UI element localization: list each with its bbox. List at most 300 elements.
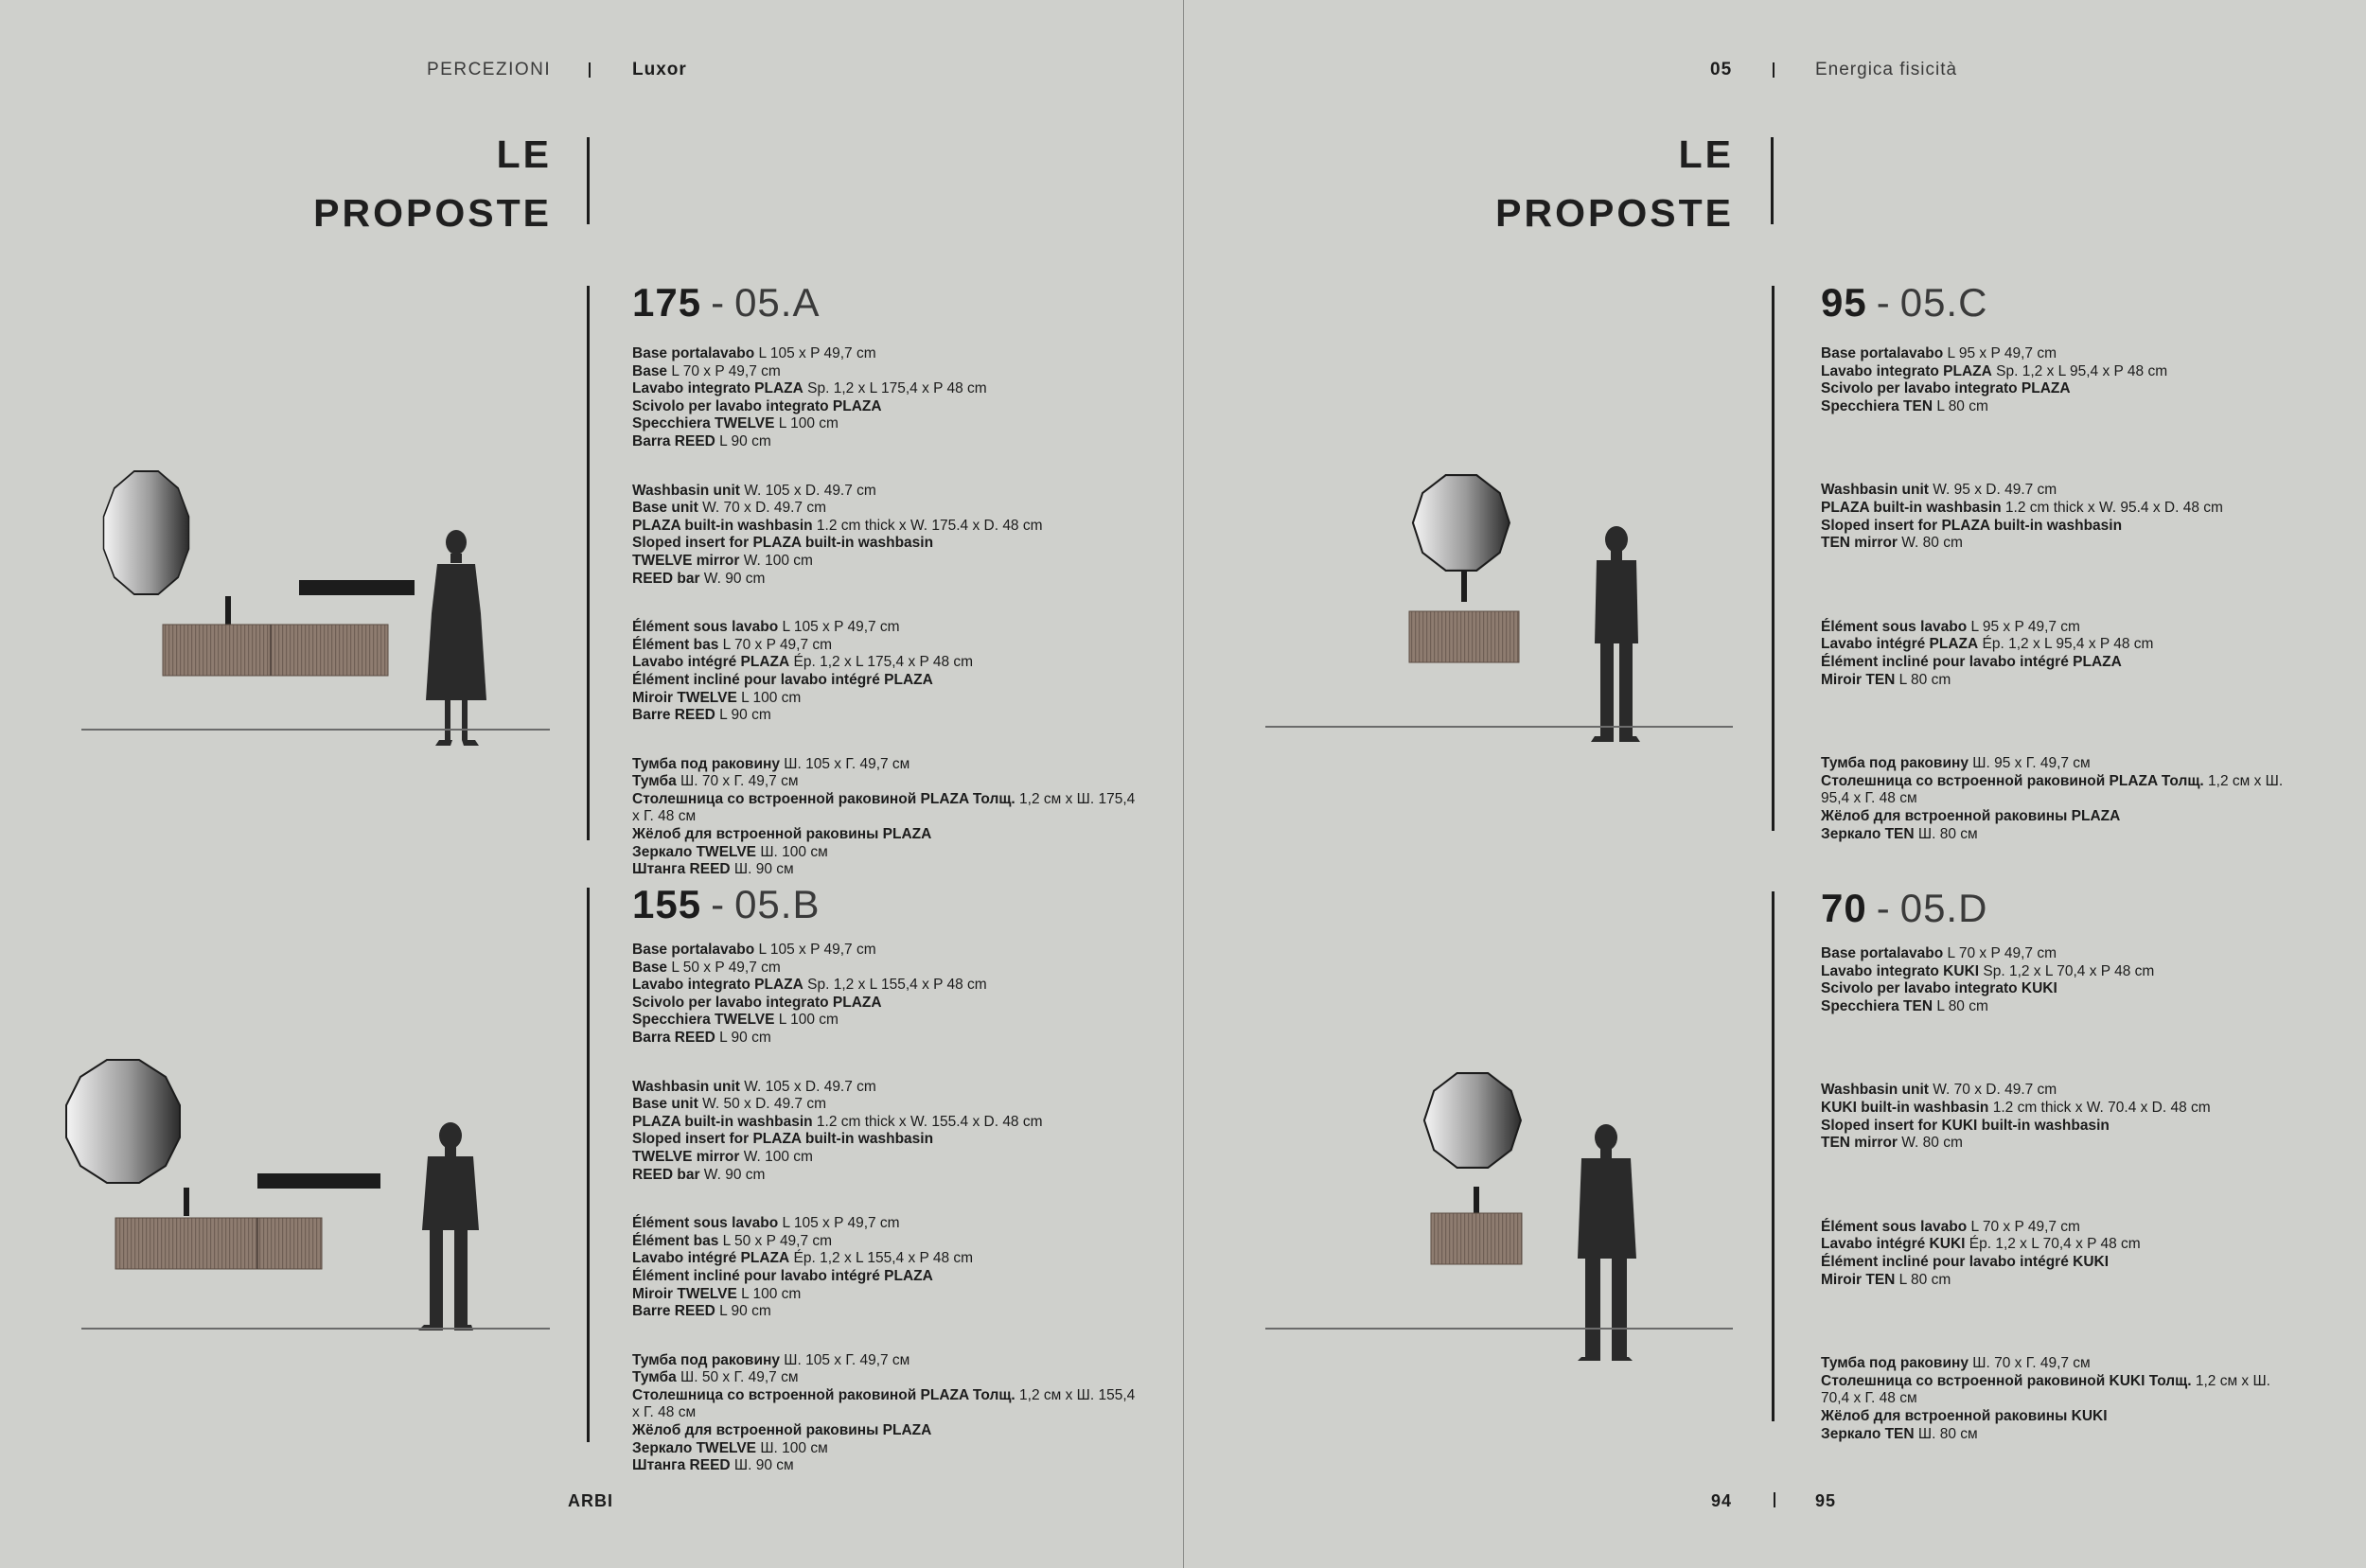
composition-code (632, 280, 820, 326)
spec-line (1821, 535, 2285, 553)
floor-line (81, 729, 550, 731)
twelve-mirror (104, 471, 189, 594)
spec-line (1821, 1082, 2285, 1100)
composition-illustration (81, 1050, 555, 1353)
spec-item-dimensions: Ép. 1,2 x L 175,4 x P 48 cm (789, 654, 974, 671)
header-divider (1773, 62, 1774, 78)
spec-block-fr (632, 1215, 1143, 1321)
spec-block-en (1821, 482, 2285, 552)
spec-item-dimensions: L 50 x P 49,7 cm (667, 959, 781, 976)
spec-item-dimensions: 1.2 cm thick x W. 155.4 x D. 48 cm (812, 1113, 1043, 1130)
spec-line (1821, 654, 2285, 672)
spec-item-dimensions: L 90 cm (715, 1303, 771, 1320)
title-line-2: PROPOSTE (313, 191, 552, 235)
spec-line (632, 380, 1143, 398)
spec-line (1821, 380, 2285, 398)
spec-line (1821, 998, 2285, 1016)
spec-block-en (632, 483, 1143, 589)
spec-item-name: Specchiera TEN (1821, 397, 1933, 414)
title-line-2: PROPOSTE (1495, 191, 1734, 235)
spec-item-dimensions: L 80 cm (1895, 1271, 1951, 1288)
spec-item-name: REED bar (632, 1166, 700, 1183)
spec-item-name: Washbasin unit (1821, 482, 1929, 499)
spec-item-name: Miroir TWELVE (632, 1285, 737, 1302)
spec-line (632, 415, 1143, 433)
spec-item-name: Barre REED (632, 1303, 715, 1320)
spec-line (1821, 672, 2285, 690)
spec-item-dimensions: L 80 cm (1933, 397, 1988, 414)
spec-item-dimensions: Sp. 1,2 x L 155,4 x P 48 cm (803, 977, 987, 994)
spec-item-name: Жёлоб для встроенной раковины PLAZA (1821, 807, 2121, 824)
spec-line (632, 553, 1143, 571)
composition-ref: 05.A (734, 280, 821, 325)
header-collection: Luxor (632, 60, 687, 79)
footer-page-left: 94 (1711, 1491, 1733, 1510)
title-divider (1771, 137, 1774, 224)
spec-item-dimensions: Ш. 105 x Г. 49,7 см (779, 755, 910, 772)
spec-item-dimensions: 1.2 cm thick x W. 95.4 x D. 48 cm (2001, 499, 2223, 516)
man-figure (418, 1122, 479, 1330)
spec-item-name: Washbasin unit (632, 1078, 740, 1095)
spec-line (1821, 363, 2285, 381)
spec-list (1821, 945, 2285, 1443)
spec-block-fr (632, 619, 1143, 725)
spec-item-dimensions: Ш. 95 x Г. 49,7 см (1968, 755, 2091, 772)
spec-line (632, 707, 1143, 725)
spec-item-name: Base unit (632, 1096, 698, 1113)
composition-illustration (1184, 464, 1771, 757)
spec-block-ru (1821, 1355, 2285, 1443)
spec-block-ru (1821, 755, 2285, 843)
spec-item-name: Sloped insert for PLAZA built-in washbasin (632, 1131, 934, 1148)
spec-item-name: Barra REED (632, 432, 715, 449)
spec-item-name: Столешница со встроенной раковиной KUKI Толщ. (1821, 1372, 2192, 1389)
spec-item-name: KUKI built-in washbasin (1821, 1099, 1989, 1116)
spec-line (1821, 1236, 2285, 1254)
spec-item-dimensions: Sp. 1,2 x L 70,4 x P 48 cm (1979, 962, 2155, 979)
floor-line (81, 1328, 550, 1330)
spec-item-name: Штанга REED (632, 1457, 731, 1474)
spec-item-dimensions: L 105 x P 49,7 cm (754, 345, 876, 361)
spec-line (1821, 500, 2285, 518)
spec-line (632, 483, 1143, 501)
spec-item-name: Specchiera TWELVE (632, 1012, 775, 1029)
spec-line (632, 1303, 1143, 1321)
spec-item-dimensions: W. 95 x D. 49.7 cm (1928, 482, 2057, 499)
spec-line (1821, 773, 2285, 808)
spec-line (632, 1167, 1143, 1185)
code-dash: - (1876, 886, 1891, 930)
header-chapter-title: Energica fisicità (1815, 60, 1958, 79)
composition-code (1821, 280, 1987, 326)
composition-divider (1772, 286, 1774, 831)
spec-line (632, 1369, 1143, 1387)
spec-line (1821, 1254, 2285, 1272)
spec-item-name: Тумба под раковину (632, 1351, 780, 1368)
composition-size: 175 (632, 280, 702, 325)
spec-item-dimensions: Ш. 50 x Г. 49,7 см (676, 1369, 799, 1386)
spec-item-name: PLAZA built-in washbasin (632, 517, 813, 534)
spec-line (1821, 619, 2285, 637)
spec-line (632, 1215, 1143, 1233)
spec-item-name: PLAZA built-in washbasin (1821, 499, 2002, 516)
spec-block-fr (1821, 1219, 2285, 1289)
spec-block-en (1821, 1082, 2285, 1152)
spec-line (632, 1387, 1143, 1422)
spec-item-dimensions: Ш. 90 см (730, 1457, 794, 1474)
man-figure (1578, 1124, 1636, 1361)
composition-ref: 05.C (1899, 280, 1988, 325)
spec-item-name: Base (632, 959, 668, 976)
composition-ref: 05.B (734, 882, 821, 926)
spec-item-name: Base unit (632, 500, 698, 517)
spec-item-dimensions: L 80 cm (1895, 671, 1951, 688)
title-line-1: LE (496, 132, 552, 176)
spec-item-name: Зеркало TWELVE (632, 843, 757, 860)
footer-divider (1774, 1492, 1775, 1507)
spec-item-dimensions: L 100 cm (774, 1012, 839, 1029)
spec-line (632, 1352, 1143, 1370)
spec-line (632, 1286, 1143, 1304)
composition-code (632, 882, 820, 927)
composition-ref: 05.D (1899, 886, 1988, 930)
spec-item-dimensions: Ш. 105 x Г. 49,7 см (779, 1351, 910, 1368)
spec-line (632, 363, 1143, 381)
spec-item-name: Lavabo integrato PLAZA (1821, 362, 1992, 379)
spec-item-dimensions: L 105 x P 49,7 cm (754, 942, 876, 958)
spec-item-name: Miroir TWELVE (632, 689, 737, 706)
code-dash: - (711, 882, 726, 926)
spec-item-name: Lavabo integrato KUKI (1821, 962, 1980, 979)
spec-line (1821, 808, 2285, 826)
spec-item-dimensions: W. 50 x D. 49.7 cm (697, 1096, 827, 1113)
spec-line (632, 1096, 1143, 1114)
spec-line (1821, 1118, 2285, 1136)
spec-line (632, 1012, 1143, 1030)
spec-item-dimensions: L 105 x P 49,7 cm (778, 1215, 900, 1232)
mirror-support (1474, 1187, 1479, 1215)
spec-line (1821, 1272, 2285, 1290)
vanity-cabinet (1409, 611, 1519, 662)
spec-item-name: Élément sous lavabo (632, 619, 779, 636)
spec-item-dimensions: W. 70 x D. 49.7 cm (1928, 1082, 2057, 1099)
spec-line (632, 1131, 1143, 1149)
spec-item-dimensions: W. 70 x D. 49.7 cm (697, 500, 827, 517)
ten-mirror (1424, 1073, 1521, 1168)
mirror-support (184, 1188, 189, 1216)
spec-line (1821, 1373, 2285, 1408)
spec-line (632, 518, 1143, 536)
spec-item-name: Тумба (632, 1369, 677, 1386)
spec-block-ru (632, 756, 1143, 879)
header-chapter-number: 05 (1710, 60, 1733, 79)
spec-item-name: Washbasin unit (1821, 1082, 1929, 1099)
composition-divider (587, 286, 590, 840)
spec-item-dimensions: Ép. 1,2 x L 70,4 x P 48 cm (1965, 1236, 2141, 1253)
spec-line (632, 844, 1143, 862)
spec-item-dimensions: L 70 x P 49,7 cm (1943, 945, 2057, 961)
spec-item-dimensions: L 80 cm (1933, 997, 1988, 1014)
spec-line (1821, 826, 2285, 844)
spec-line (1821, 755, 2285, 773)
spec-item-dimensions: 1,2 см x Ш. 95,4 x Г. 48 см (1821, 772, 2284, 807)
spec-line (632, 1030, 1143, 1048)
page-title (313, 125, 552, 242)
spec-item-dimensions: 1.2 cm thick x W. 175.4 x D. 48 cm (812, 517, 1043, 534)
spec-item-name: Barre REED (632, 707, 715, 724)
code-dash: - (711, 280, 726, 325)
spec-item-name: Base portalavabo (632, 345, 755, 361)
spec-item-name: Base portalavabo (1821, 345, 1944, 361)
spec-item-name: Lavabo intégré KUKI (1821, 1236, 1966, 1253)
spec-item-name: Lavabo intégré PLAZA (632, 1250, 790, 1267)
spec-list (1821, 345, 2285, 843)
spec-item-name: Base portalavabo (1821, 945, 1944, 961)
spec-item-name: Élément sous lavabo (632, 1215, 779, 1232)
spec-item-dimensions: W. 90 cm (699, 1166, 766, 1183)
spec-item-name: Barra REED (632, 1029, 715, 1046)
spec-item-dimensions: L 95 x P 49,7 cm (1943, 345, 2057, 361)
spec-item-name: Тумба под раковину (632, 755, 780, 772)
spec-line (1821, 980, 2285, 998)
spec-block-fr (1821, 619, 2285, 689)
footer-page-right: 95 (1815, 1491, 1837, 1510)
vanity-cabinet (115, 1218, 322, 1269)
spec-line (1821, 345, 2285, 363)
spec-item-dimensions: 1,2 см x Ш. 175,4 x Г. 48 см (632, 790, 1136, 825)
composition-size: 70 (1821, 886, 1867, 930)
spec-item-name: Élément incliné pour lavabo intégré KUKI (1821, 1253, 2110, 1270)
spec-line (1821, 1100, 2285, 1118)
spec-item-name: Scivolo per lavabo integrato PLAZA (632, 397, 882, 414)
spec-line (1821, 518, 2285, 536)
composition-divider (587, 888, 590, 1442)
spec-line (1821, 963, 2285, 981)
spec-line (632, 637, 1143, 655)
spec-item-name: Base portalavabo (632, 942, 755, 958)
spec-item-dimensions: L 95 x P 49,7 cm (1967, 618, 2080, 635)
spec-item-dimensions: Ш. 100 см (756, 1439, 828, 1456)
reed-bar (299, 580, 415, 595)
spec-line (632, 995, 1143, 1013)
spec-line (1821, 398, 2285, 416)
spec-item-dimensions: W. 100 cm (739, 1148, 813, 1165)
spec-line (632, 1422, 1143, 1440)
spec-line (1821, 482, 2285, 500)
spec-item-name: REED bar (632, 570, 700, 587)
spec-line (632, 398, 1143, 416)
header-divider (589, 62, 591, 78)
spec-line (632, 826, 1143, 844)
spec-line (632, 1268, 1143, 1286)
spec-line (632, 619, 1143, 637)
spec-line (632, 977, 1143, 995)
spec-item-name: Miroir TEN (1821, 671, 1896, 688)
spec-item-dimensions: W. 90 cm (699, 570, 766, 587)
spec-item-dimensions: L 70 x P 49,7 cm (1967, 1218, 2080, 1235)
title-divider (587, 137, 590, 224)
code-dash: - (1876, 280, 1891, 325)
spec-line (632, 1149, 1143, 1167)
spec-block-it (632, 345, 1143, 451)
spec-item-name: Scivolo per lavabo integrato PLAZA (1821, 380, 2071, 397)
spec-item-name: Тумба (632, 773, 677, 790)
spec-line (632, 535, 1143, 553)
spec-block-it (1821, 345, 2285, 415)
spec-item-dimensions: L 90 cm (715, 432, 771, 449)
spec-item-name: Specchiera TWELVE (632, 415, 775, 432)
spec-item-dimensions: Ш. 80 см (1914, 825, 1978, 842)
spec-item-dimensions: Sp. 1,2 x L 95,4 x P 48 cm (1991, 362, 2168, 379)
title-line-1: LE (1678, 132, 1734, 176)
spec-item-name: Столешница со встроенной раковиной PLAZA Толщ. (632, 790, 1015, 807)
spec-item-name: Washbasin unit (632, 482, 740, 499)
spec-line (632, 791, 1143, 826)
spec-item-dimensions: L 100 cm (736, 689, 802, 706)
spec-item-name: PLAZA built-in washbasin (632, 1113, 813, 1130)
spec-list (632, 345, 1143, 879)
spec-line (632, 1079, 1143, 1097)
spec-line (632, 1457, 1143, 1475)
spec-item-name: Sloped insert for PLAZA built-in washbasin (632, 535, 934, 552)
spec-block-it (632, 942, 1143, 1048)
composition-divider (1772, 891, 1774, 1421)
spec-item-name: Miroir TEN (1821, 1271, 1896, 1288)
spec-line (1821, 1408, 2285, 1426)
spec-item-name: Élément incliné pour lavabo intégré PLAZA (1821, 653, 2122, 670)
spec-item-name: Столешница со встроенной раковиной PLAZA Толщ. (1821, 772, 2204, 789)
spec-block-it (1821, 945, 2285, 1015)
spec-line (1821, 1135, 2285, 1153)
woman-figure (426, 530, 486, 746)
right-page (1184, 0, 2366, 1568)
floor-line (1265, 1328, 1733, 1330)
spec-line (632, 571, 1143, 589)
spec-line (1821, 1355, 2285, 1373)
spec-item-name: Зеркало TEN (1821, 825, 1915, 842)
spec-line (632, 1114, 1143, 1132)
footer-brand: ARBI (568, 1491, 613, 1510)
spec-item-name: Élément sous lavabo (1821, 618, 1968, 635)
composition-illustration (81, 462, 555, 755)
spec-item-name: Sloped insert for PLAZA built-in washbasin (1821, 517, 2123, 534)
spec-list (632, 942, 1143, 1475)
spec-item-name: Élément incliné pour lavabo intégré PLAZA (632, 1267, 933, 1284)
spec-item-dimensions: L 50 x P 49,7 cm (718, 1232, 833, 1249)
floor-line (1265, 726, 1733, 728)
spec-line (632, 960, 1143, 978)
spec-item-dimensions: L 100 cm (736, 1285, 802, 1302)
page-title (1495, 125, 1734, 242)
spec-item-dimensions: Ш. 80 см (1914, 1425, 1978, 1442)
spec-line (632, 345, 1143, 363)
composition-size: 155 (632, 882, 702, 926)
spec-item-name: Lavabo integrato PLAZA (632, 977, 803, 994)
spec-line (632, 1233, 1143, 1251)
spec-item-name: Lavabo intégré PLAZA (632, 654, 790, 671)
spec-item-name: Штанга REED (632, 861, 731, 878)
composition-code (1821, 886, 1987, 931)
composition-size: 95 (1821, 280, 1867, 325)
spec-item-dimensions: Ép. 1,2 x L 95,4 x P 48 cm (1978, 636, 2154, 653)
composition-illustration (1184, 1060, 1771, 1372)
spec-line (632, 690, 1143, 708)
spec-item-name: TWELVE mirror (632, 1148, 740, 1165)
spec-line (632, 654, 1143, 672)
spec-line (1821, 1219, 2285, 1237)
spec-line (632, 942, 1143, 960)
spec-item-dimensions: Ép. 1,2 x L 155,4 x P 48 cm (789, 1250, 974, 1267)
twelve-mirror (66, 1060, 180, 1183)
spec-item-name: Lavabo integrato PLAZA (632, 380, 803, 397)
spec-item-dimensions: W. 105 x D. 49.7 cm (739, 1078, 876, 1095)
spec-item-dimensions: L 105 x P 49,7 cm (778, 619, 900, 636)
spec-item-name: Scivolo per lavabo integrato KUKI (1821, 980, 2057, 997)
spec-item-dimensions: L 70 x P 49,7 cm (667, 362, 781, 379)
spec-item-dimensions: L 90 cm (715, 707, 771, 724)
spec-line (632, 773, 1143, 791)
spec-line (632, 861, 1143, 879)
spec-item-name: Sloped insert for KUKI built-in washbasin (1821, 1117, 2110, 1134)
spec-item-name: Тумба под раковину (1821, 1355, 1969, 1372)
spec-item-dimensions: W. 105 x D. 49.7 cm (739, 482, 876, 499)
vanity-cabinet (1431, 1213, 1522, 1264)
spec-item-name: TEN mirror (1821, 1135, 1898, 1152)
spec-item-dimensions: W. 80 cm (1897, 535, 1963, 552)
spec-item-name: Élément bas (632, 1232, 719, 1249)
spec-item-name: TEN mirror (1821, 535, 1898, 552)
spec-item-name: Élément bas (632, 636, 719, 653)
spec-item-name: Зеркало TEN (1821, 1425, 1915, 1442)
spec-item-dimensions: Ш. 70 x Г. 49,7 см (1968, 1355, 2091, 1372)
spec-item-name: Scivolo per lavabo integrato PLAZA (632, 994, 882, 1011)
woman-figure (1591, 526, 1640, 742)
spec-line (1821, 636, 2285, 654)
spec-item-dimensions: W. 80 cm (1897, 1135, 1963, 1152)
spec-item-dimensions: L 70 x P 49,7 cm (718, 636, 833, 653)
spec-item-dimensions: 1,2 см x Ш. 155,4 x Г. 48 см (632, 1386, 1136, 1421)
spec-item-name: Base (632, 362, 668, 379)
spec-item-dimensions: W. 100 cm (739, 552, 813, 569)
spec-line (632, 672, 1143, 690)
spec-item-dimensions: Ш. 90 см (730, 861, 794, 878)
header-section: PERCEZIONI (427, 60, 552, 79)
spec-block-en (632, 1079, 1143, 1185)
spec-item-name: Жёлоб для встроенной раковины PLAZA (632, 826, 932, 843)
spec-item-name: Lavabo intégré PLAZA (1821, 636, 1979, 653)
spec-item-name: Столешница со встроенной раковиной PLAZA Толщ. (632, 1386, 1015, 1403)
spec-line (632, 756, 1143, 774)
spec-item-dimensions: 1.2 cm thick x W. 70.4 x D. 48 cm (1988, 1099, 2211, 1116)
spec-item-dimensions: L 90 cm (715, 1029, 771, 1046)
spec-item-name: TWELVE mirror (632, 552, 740, 569)
spec-item-name: Жёлоб для встроенной раковины KUKI (1821, 1407, 2108, 1424)
spec-item-name: Specchiera TEN (1821, 997, 1933, 1014)
spec-block-ru (632, 1352, 1143, 1475)
spec-line (632, 1250, 1143, 1268)
spec-item-dimensions: L 100 cm (774, 415, 839, 432)
vanity-cabinet (163, 625, 388, 676)
spec-item-name: Тумба под раковину (1821, 755, 1969, 772)
spec-item-dimensions: Sp. 1,2 x L 175,4 x P 48 cm (803, 380, 987, 397)
ten-mirror (1413, 475, 1510, 571)
spec-item-name: Élément incliné pour lavabo intégré PLAZA (632, 671, 933, 688)
spec-line (632, 500, 1143, 518)
spec-item-dimensions: Ш. 100 см (756, 843, 828, 860)
mirror-support (1461, 570, 1467, 602)
spec-item-name: Élément sous lavabo (1821, 1218, 1968, 1235)
spec-line (632, 1440, 1143, 1458)
